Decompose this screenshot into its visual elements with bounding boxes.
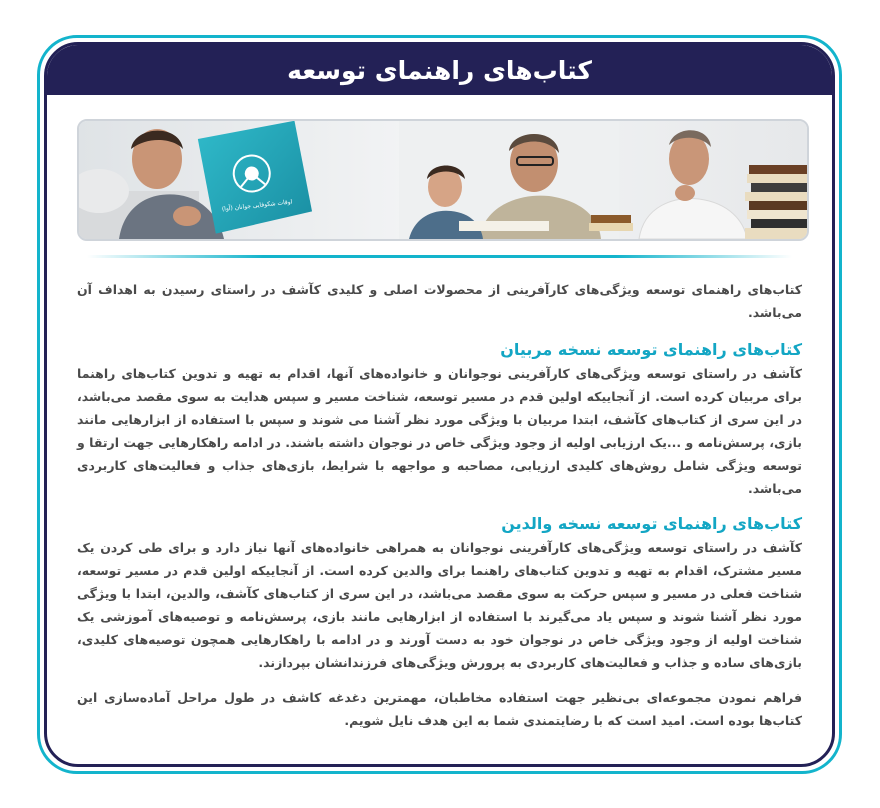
section-body-parents: کآشف در راستای توسعه ویژگی‌های کارآفرینی نوجوانان به همراهی خانواده‌های آنها نیاز دارد و برای طی کردن یک مسیر مشترک، اقدام به تهیه و تدوین کتاب‌های راهنما برای والدین کرده است. از آنجاییکه اولین قدم در مسیر توسعه، شناخت فعلی در مسیر و سپس حرکت به سوی مقصد می‌باشد، در این سری از کتاب‌های کآشف، والدین، ابتدا با ویژگی مورد نظر آشنا شوند و سپس یاد می‌گیرند با استفاده از ابزارهایی مانند بازی، پرسش‌نامه و توصیه‌های آموزشی یک شناخت اولیه از وجود ویژگی خاص در نوجوان خود به دست آورند و در ادامه با راهکارهایی همچون توصیه‌های کلیدی، بازی‌های ساده و جذاب و فعالیت‌های کاربردی به پرورش ویژگی‌های فرزندانشان بپردازند. xyxy=(77,540,802,670)
section-title-mentors: کتاب‌های راهنمای توسعه نسخه مربیان xyxy=(500,340,802,359)
book-cover xyxy=(197,121,313,234)
page-title: کتاب‌های راهنمای توسعه xyxy=(287,55,592,85)
header-bar xyxy=(47,45,832,95)
content-frame xyxy=(37,35,842,774)
intro-paragraph: کتاب‌های راهنمای توسعه ویژگی‌های کارآفرینی از محصولات اصلی و کلیدی کآشف در راستای رسیدن به اهداف آن می‌باشد. xyxy=(77,282,802,320)
section-body-mentors: کآشف در راستای توسعه ویژگی‌های کارآفرینی نوجوانان و خانواده‌های آنها، اقدام به تهیه و تدوین کتاب‌های راهنما برای مربیان کرده است. از آنجاییکه اولین قدم در مسیر توسعه، شناخت مسیر و سپس هدایت به سوی مقصد می‌باشد، در این سری از کتاب‌های کآشف، ابتدا مربیان با ویژگی مورد نظر آشنا می شوند و سپس با استفاده از ابزارهایی مانند بازی، پرسش‌نامه و ...یک ارزیابی اولیه از وجود ویژگی خاص در نوجوان داشته باشند. در ادامه راهکارهایی جهت ارتقا و توسعه ویژگی شامل روش‌های کلیدی ارزیابی، مصاحبه و مواجهه با شرایط، بازی‌های جذاب و فعالیت‌های کاربردی می‌باشد. xyxy=(77,366,802,496)
banner-image xyxy=(77,119,809,241)
content-panel xyxy=(44,42,835,767)
section-title-parents: کتاب‌های راهنمای توسعه نسخه والدین xyxy=(501,514,802,533)
closing-paragraph: فراهم نمودن مجموعه‌ای بی‌نظیر جهت استفاده مخاطبان، مهمترین دغدغه کاشف در طول مراحل آماده‌سازی این کتاب‌ها بوده است. امید است که با رضایتمندی شما به این هدف نایل شویم. xyxy=(77,690,802,728)
svg-text:اوقات شکوفایی جوانان (آوا): اوقات شکوفایی جوانان (آوا) xyxy=(221,198,293,213)
father-child-illustration xyxy=(399,121,619,239)
divider-line xyxy=(87,255,792,258)
article-content xyxy=(77,278,802,732)
